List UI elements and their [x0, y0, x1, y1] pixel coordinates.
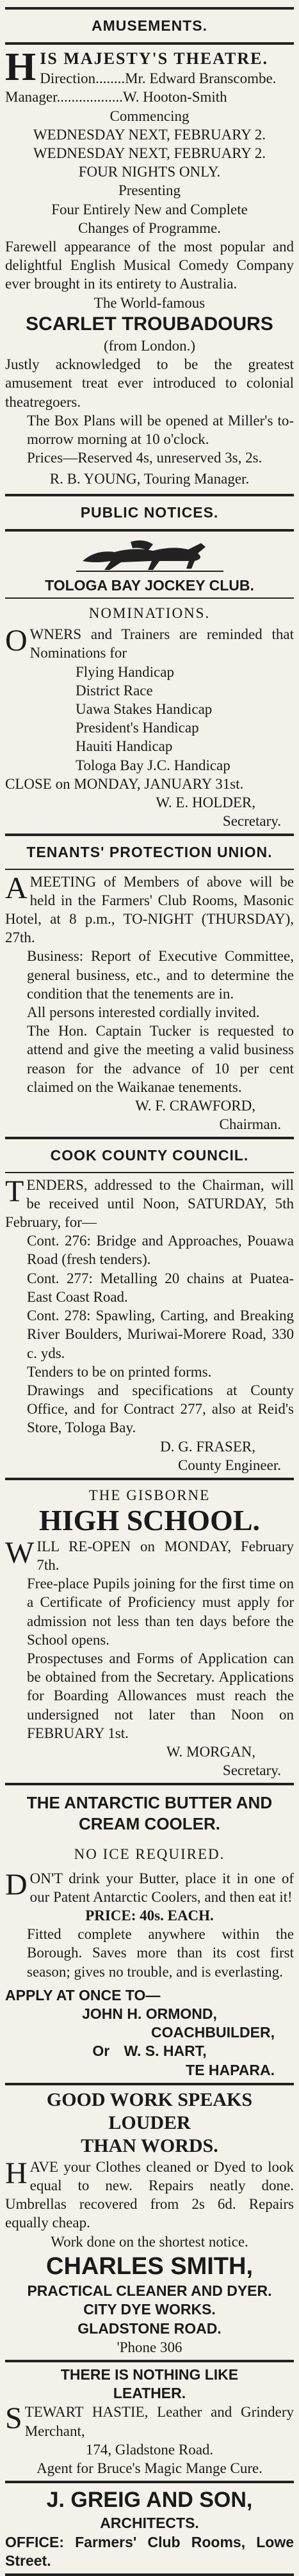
race-item: Tologa Bay J.C. Handicap: [76, 757, 230, 773]
county-intro: [5, 1176, 294, 1232]
race-item: District Race: [76, 682, 153, 699]
antarctic-title-1: THE ANTARCTIC BUTTER AND: [26, 1793, 273, 1813]
charles-smith: CHARLES SMITH,: [46, 2252, 253, 2280]
no-ice-required: NO ICE REQUIRED.: [74, 1846, 225, 1863]
goodwork-body-1: [5, 2158, 294, 2232]
amusements-rule: [5, 42, 294, 45]
tenants-sig-title: Chairman.: [219, 1116, 281, 1133]
county-tenders: Tenders to be on printed forms.: [27, 1363, 212, 1380]
greig-name: J. GREIG AND SON,: [46, 2488, 253, 2513]
goodwork-body-1-text: AVE your Clothes cleaned or Dyed to look equal to new. Repairs neatly done. Umbrellas recovered from 2s 6d. Repairs equally cheap.: [5, 2158, 294, 2231]
jockey-race-list: [5, 663, 294, 775]
race-item: Hauiti Handicap: [76, 738, 173, 755]
jockey-close: CLOSE on MONDAY, JANUARY 31st.: [5, 775, 244, 792]
gladstone-road: GLADSTONE ROAD.: [77, 2319, 222, 2337]
tenants-body-3: All persons interested cordially invited.: [27, 1004, 260, 1021]
leather-line-1: THERE IS NOTHING LIKE: [60, 2366, 239, 2383]
tenants-dropcap: A: [5, 871, 28, 905]
antarctic-body-1: [5, 1869, 294, 1906]
racehorse-icon: [70, 535, 230, 573]
race-item: President's Handicap: [76, 720, 199, 736]
antarctic-name-2: W. S. HART,: [124, 2043, 207, 2060]
goodwork-line-1: GOOD WORK SPEAKS LOUDER: [46, 2089, 253, 2133]
antarctic-apply: APPLY AT ONCE TO—: [5, 1986, 161, 2003]
scarlet-troubadours: SCARLET TROUBADOURS: [26, 313, 273, 335]
antarctic-role-1: COACHBUILDER,: [151, 2024, 275, 2041]
jockey-intro-text: WNERS and Trainers are reminded that Nominations for: [29, 626, 294, 661]
antarctic-price: PRICE: 40s. EACH.: [85, 1908, 214, 1924]
theatre-manager: Manager..................W. Hooton-Smith: [5, 89, 227, 106]
presenting: Presenting: [118, 182, 181, 199]
theatre-direction: Direction........Mr. Edward Branscombe.: [40, 70, 277, 87]
public-rule-bottom: [5, 529, 294, 532]
school-dropcap: W: [5, 1535, 35, 1570]
county-intro-text: ENDERS, addressed to the Chairman, will be received until Noon, SATURDAY, 5th February, for—: [5, 1176, 294, 1231]
antarctic-place-2: TE HAPARA.: [186, 2061, 275, 2078]
antarctic-body-2: Fitted complete anywhere within the Borough. Saves more than its cost first season; gives no trouble, and is everlasting.: [27, 1926, 294, 1980]
race-item: Uawa Stakes Handicap: [76, 701, 213, 717]
theatre-title-rest: IS MAJESTY'S THEATRE.: [40, 49, 268, 68]
county-sig-name: D. G. FRASER,: [160, 1438, 255, 1455]
changes-programme: Changes of Programme.: [78, 219, 221, 236]
antarctic-rule-top: [5, 1783, 294, 1785]
tenants-body-1-text: MEETING of Members of above will be held in the Farmers' Club Rooms, Masonic Hotel, at 8 p.m., TO-NIGHT (THURSDAY), 27th.: [5, 873, 294, 946]
antarctic-or: [5, 2042, 294, 2060]
jockey-nominations: NOMINATIONS.: [88, 604, 211, 621]
leather-dropcap: S: [5, 2401, 22, 2436]
school-rule-top: [5, 1478, 294, 1480]
contract-278: Cont. 278: Spawling, Carting, and Breaking River Boulders, Muriwai-Morere Road, 330 c. yds.: [27, 1308, 294, 1361]
leather-line-2: LEATHER.: [113, 2385, 186, 2402]
public-notices-header: PUBLIC NOTICES.: [80, 503, 219, 521]
bottom-rule: [5, 2573, 294, 2576]
jockey-dropcap: O: [5, 624, 28, 658]
jockey-sig-name: W. E. HOLDER,: [156, 794, 255, 811]
school-sig-title: Secretary.: [222, 1762, 281, 1779]
four-nights: FOUR NIGHTS ONLY.: [78, 164, 221, 180]
date-line-1: WEDNESDAY NEXT, FEBRUARY 2.: [33, 126, 266, 143]
goodwork-rule-top: [5, 2083, 294, 2085]
tenants-header: TENANTS' PROTECTION UNION.: [26, 844, 273, 861]
charles-phone: 'Phone 306: [117, 2339, 182, 2355]
tenants-rule-top: [5, 834, 294, 836]
county-rule-bottom: [5, 1172, 294, 1173]
tenants-sig-name: W. F. CRAWFORD,: [135, 1098, 255, 1114]
county-header: COOK COUNTY COUNCIL.: [50, 1147, 249, 1164]
race-item: Flying Handicap: [76, 663, 174, 680]
county-rule-top: [5, 1137, 294, 1139]
school-body-2: Prospectuses and Forms of Application can be obtained from the Secretary. Applications for Boarding Allowances must reach the undersigned not later than Noon on FEBRUARY 1st.: [27, 1650, 294, 1741]
school-reopen: [5, 1537, 294, 1574]
greig-role: ARCHITECTS.: [100, 2515, 199, 2532]
greig-rule-top: [5, 2481, 294, 2483]
commencing: Commencing: [109, 107, 190, 124]
county-sig-title: County Engineer.: [178, 1457, 281, 1473]
school-reopen-text: ILL RE-OPEN on MONDAY, February 7th.: [36, 1538, 294, 1573]
farewell-text: Farewell appearance of the most popular and delightful English Musical Comedy Company ever brought in its entirety to Australia.: [5, 239, 294, 292]
goodwork-notice: Work done on the shortest notice.: [51, 2233, 248, 2250]
touring-manager: R. B. YOUNG, Touring Manager.: [49, 471, 250, 487]
top-rule: [5, 7, 294, 10]
world-famous: The World-famous: [93, 294, 206, 311]
from-london: (from London.): [103, 337, 196, 354]
jockey-sig-title: Secretary.: [222, 813, 281, 830]
charles-smith-trade: PRACTICAL CLEANER AND DYER.: [27, 2282, 272, 2300]
goodwork-line-2: THAN WORDS.: [81, 2135, 218, 2156]
tenants-body-1: [5, 873, 294, 947]
school-sig-name: W. MORGAN,: [166, 1743, 255, 1760]
date-line-2: WEDNESDAY NEXT, FEBRUARY 2.: [33, 145, 266, 162]
prices: Prices—Reserved 4s, unreserved 3s, 2s.: [27, 450, 263, 466]
leather-address: 174, Gladstone Road.: [85, 2441, 214, 2458]
county-drawings: Drawings and specifications at County Office, and for Contract 277, also at Reid's Store, Tologa Bay.: [27, 1382, 294, 1436]
antarctic-body-1-text: ON'T drink your Butter, place it in one of our Patent Antarctic Coolers, and then eat it!: [29, 1870, 294, 1905]
tenants-rule-bottom: [5, 869, 294, 870]
greig-office: OFFICE: Farmers' Club Rooms, Lowe Street.: [5, 2533, 294, 2569]
county-dropcap: T: [5, 1174, 24, 1208]
antarctic-name-1: JOHN H. ORMOND,: [82, 2005, 217, 2023]
antarctic-dropcap: D: [5, 1867, 28, 1902]
leather-body: [5, 2403, 294, 2440]
tenants-body-2: Business: Report of Executive Committee, general business, etc., and to determine the condition that the tenements are in.: [27, 948, 294, 1002]
school-body-1: Free-place Pupils joining for the first time on a Certificate of Proficiency must apply for admission not less than ten days before the School opens.: [27, 1576, 294, 1648]
entirely-new: Four Entirely New and Complete: [51, 201, 248, 217]
justly-text: Justly acknowledged to be the greatest amusement treat ever introduced to colonial theatregoers.: [5, 356, 294, 410]
leather-rule-top: [5, 2360, 294, 2362]
public-rule-top: [5, 494, 294, 496]
contract-277: Cont. 277: Metalling 20 chains at Puatea-East Coast Road.: [27, 1270, 294, 1305]
antarctic-or-text: Or: [92, 2043, 110, 2060]
jockey-title: TOLOGA BAY JOCKEY CLUB.: [45, 576, 254, 594]
city-dye-works: CITY DYE WORKS.: [83, 2301, 216, 2318]
antarctic-title-2: CREAM COOLER.: [79, 1814, 220, 1834]
school-the-gisborne: THE GISBORNE: [88, 1487, 211, 1503]
school-title: HIGH SCHOOL.: [38, 1504, 261, 1537]
jockey-rule: [5, 597, 294, 599]
leather-agent: Agent for Bruce's Magic Mange Cure.: [36, 2460, 263, 2476]
leather-body-text: TEWART HASTIE, Leather and Grindery Merchant,: [24, 2404, 294, 2439]
box-plans: The Box Plans will be opened at Miller's to-morrow morning at 10 o'clock.: [27, 412, 294, 447]
goodwork-dropcap: H: [5, 2156, 28, 2190]
jockey-intro: [5, 625, 294, 662]
contract-276: Cont. 276: Bridge and Approaches, Pouawa Road (fresh tenders).: [27, 1233, 294, 1268]
amusements-header: AMUSEMENTS.: [92, 17, 207, 34]
theatre-dropcap: H: [5, 45, 36, 90]
tenants-body-4: The Hon. Captain Tucker is requested to attend and give the meeting a valid business reason for the advance of 10 per cent claimed on the Waikanae tenements.: [27, 1023, 294, 1095]
